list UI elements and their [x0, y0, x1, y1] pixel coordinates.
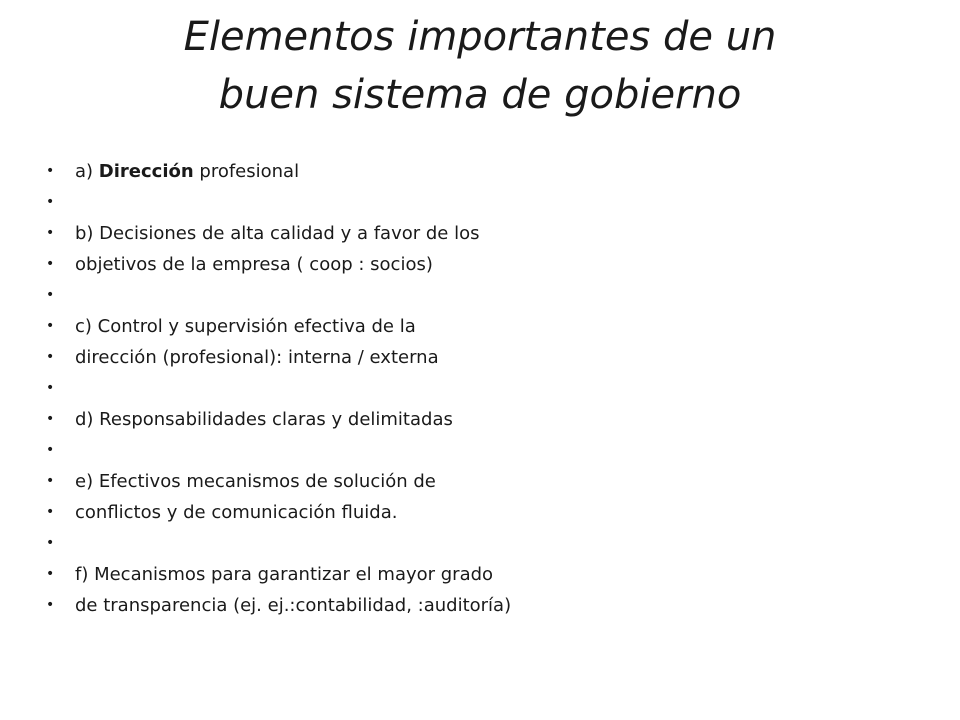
- bullet-text: de transparencia (ej. ej.:contabilidad, :auditoría): [75, 595, 512, 616]
- slide-title-line-2: buen sistema de gobierno: [218, 72, 742, 118]
- bullet-icon: •: [46, 318, 55, 334]
- bullet-icon: •: [46, 411, 55, 427]
- bullet-icon: •: [46, 442, 55, 458]
- bullet-icon: •: [46, 256, 55, 272]
- bullet-icon: •: [46, 535, 55, 551]
- bullet-icon: •: [46, 566, 55, 582]
- bullet-text: d) Responsabilidades claras y delimitadas: [75, 409, 453, 430]
- bullet-icon: •: [46, 597, 55, 613]
- bullet-icon: •: [46, 349, 55, 365]
- bullet-text: e) Efectivos mecanismos de solución de: [75, 471, 436, 492]
- bullet-icon: •: [46, 473, 55, 489]
- bullet-icon: •: [46, 194, 55, 210]
- bullet-text: objetivos de la empresa ( coop : socios): [75, 254, 433, 275]
- bullet-text-suffix: profesional: [193, 161, 300, 182]
- bullet-text-prefix: a): [75, 161, 99, 182]
- slide-title: [60, 8, 900, 124]
- bullet-text: f) Mecanismos para garantizar el mayor grado: [75, 564, 494, 585]
- bullet-text: [75, 156, 299, 187]
- bullet-icon: •: [46, 225, 55, 241]
- bullet-icon: •: [46, 287, 55, 303]
- bullet-text: dirección (profesional): interna / externa: [75, 347, 439, 368]
- bullet-text-bold: Dirección: [98, 161, 194, 182]
- slide-title-line-1: Elementos importantes de un: [183, 14, 777, 60]
- bullet-icon: •: [46, 504, 55, 520]
- bullet-text: c) Control y supervisión efectiva de la: [75, 316, 416, 337]
- bullet-text: conflictos y de comunicación fluida.: [75, 502, 398, 523]
- bullet-icon: •: [46, 380, 55, 396]
- bullet-text: b) Decisiones de alta calidad y a favor de los: [75, 223, 480, 244]
- bullet-icon: •: [46, 163, 55, 179]
